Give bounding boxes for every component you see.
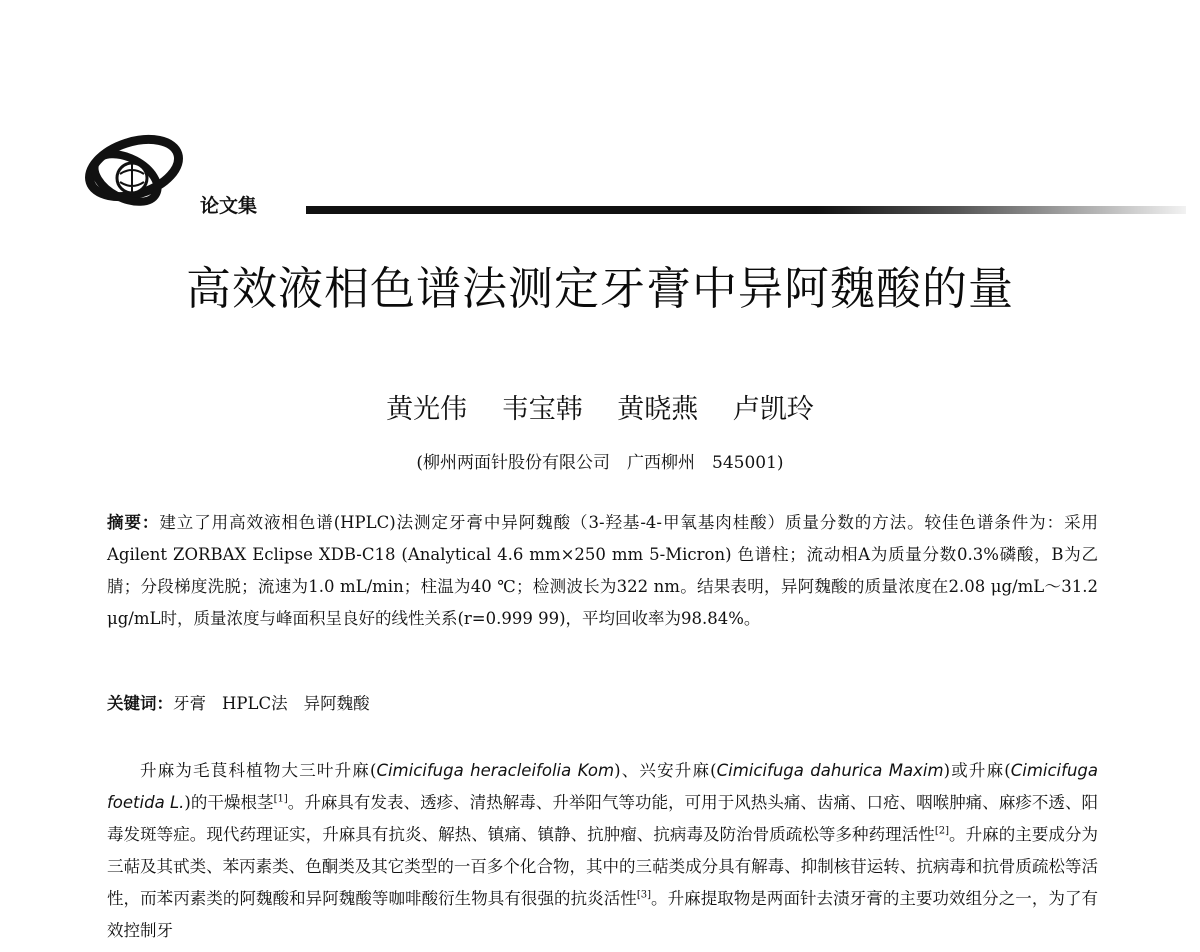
author-list	[0, 387, 1200, 426]
author-name: 卢凯玲	[732, 394, 814, 425]
body-text-run: 。升麻提取物是两面针去渍牙膏的主要功效组分之一，为了有效控制牙	[107, 889, 1099, 940]
body-text-run: 升麻为毛茛科植物大三叶升麻(	[140, 761, 377, 780]
keyword: HPLC法	[222, 694, 288, 713]
affiliation: (柳州两面针股份有限公司 广西柳州 545001)	[416, 453, 784, 473]
species-name: Cimicifuga foetida L.	[107, 761, 1098, 812]
body-text-run: )、兴安升麻(	[614, 761, 717, 780]
species-name: Cimicifuga heracleifolia Kom	[376, 761, 615, 780]
keywords	[107, 690, 1098, 718]
abstract-label: 摘要：	[107, 513, 160, 532]
body-text-run: )或升麻(	[943, 761, 1011, 780]
citation-ref: [2]	[934, 825, 949, 837]
author-name: 黄光伟	[386, 394, 468, 425]
journal-logo	[82, 130, 190, 220]
body-text-run: 。升麻具有发表、透疹、清热解毒、升举阳气等功能，可用于风热头痛、齿痛、口疮、咽喉肿痛、麻疹不透、阳毒发斑等症。现代药理证实，升麻具有抗炎、解热、镇痛、镇静、抗肿瘤、抗病毒及防治骨质疏松等多种药理活性	[107, 793, 1099, 844]
article-title: 高效液相色谱法测定牙膏中异阿魏酸的量	[185, 262, 1014, 315]
abstract-text: 建立了用高效液相色谱(HPLC)法测定牙膏中异阿魏酸（3-羟基-4-甲氧基肉桂酸）质量分数的方法。较佳色谱条件为：采用Agilent ZORBAX Eclipse XDB-C18 (Analytical 4.6 mm×250 mm 5-Micron) 色谱柱；流动相A为质量分数0.3%磷酸，B为乙腈；分段梯度洗脱；流速为1.0 mL/min；柱温为40 ℃；检测波长为322 nm。结果表明，异阿魏酸的质量浓度在2.08 μg/mL～31.2 μg/mL时，质量浓度与峰面积呈良好的线性关系(r=0.999 99)，平均回收率为98.84%。	[107, 513, 1099, 628]
author-name: 韦宝韩	[501, 394, 583, 425]
keywords-label: 关键词：	[107, 694, 173, 713]
body-text-run: 。升麻的主要成分为三萜及其甙类、苯丙素类、色酮类及其它类型的一百多个化合物，其中的三萜类成分具有解毒、抑制核苷运转、抗病毒和抗骨质疏松等活性，而苯丙素类的阿魏酸和异阿魏酸等咖啡酸衍生物具有很强的抗炎活性	[107, 825, 1099, 908]
section-label: 论文集	[200, 195, 258, 217]
header-rule	[306, 206, 1186, 214]
author-name: 黄晓燕	[617, 394, 699, 425]
abstract	[107, 507, 1098, 635]
keyword: 异阿魏酸	[303, 694, 370, 713]
species-name: Cimicifuga dahurica Maxim	[716, 761, 944, 780]
keyword: 牙膏	[173, 694, 206, 713]
body-paragraph	[107, 755, 1098, 947]
citation-ref: [1]	[273, 793, 288, 805]
citation-ref: [3]	[636, 889, 651, 901]
body-text-run: )的干燥根茎	[184, 793, 274, 812]
